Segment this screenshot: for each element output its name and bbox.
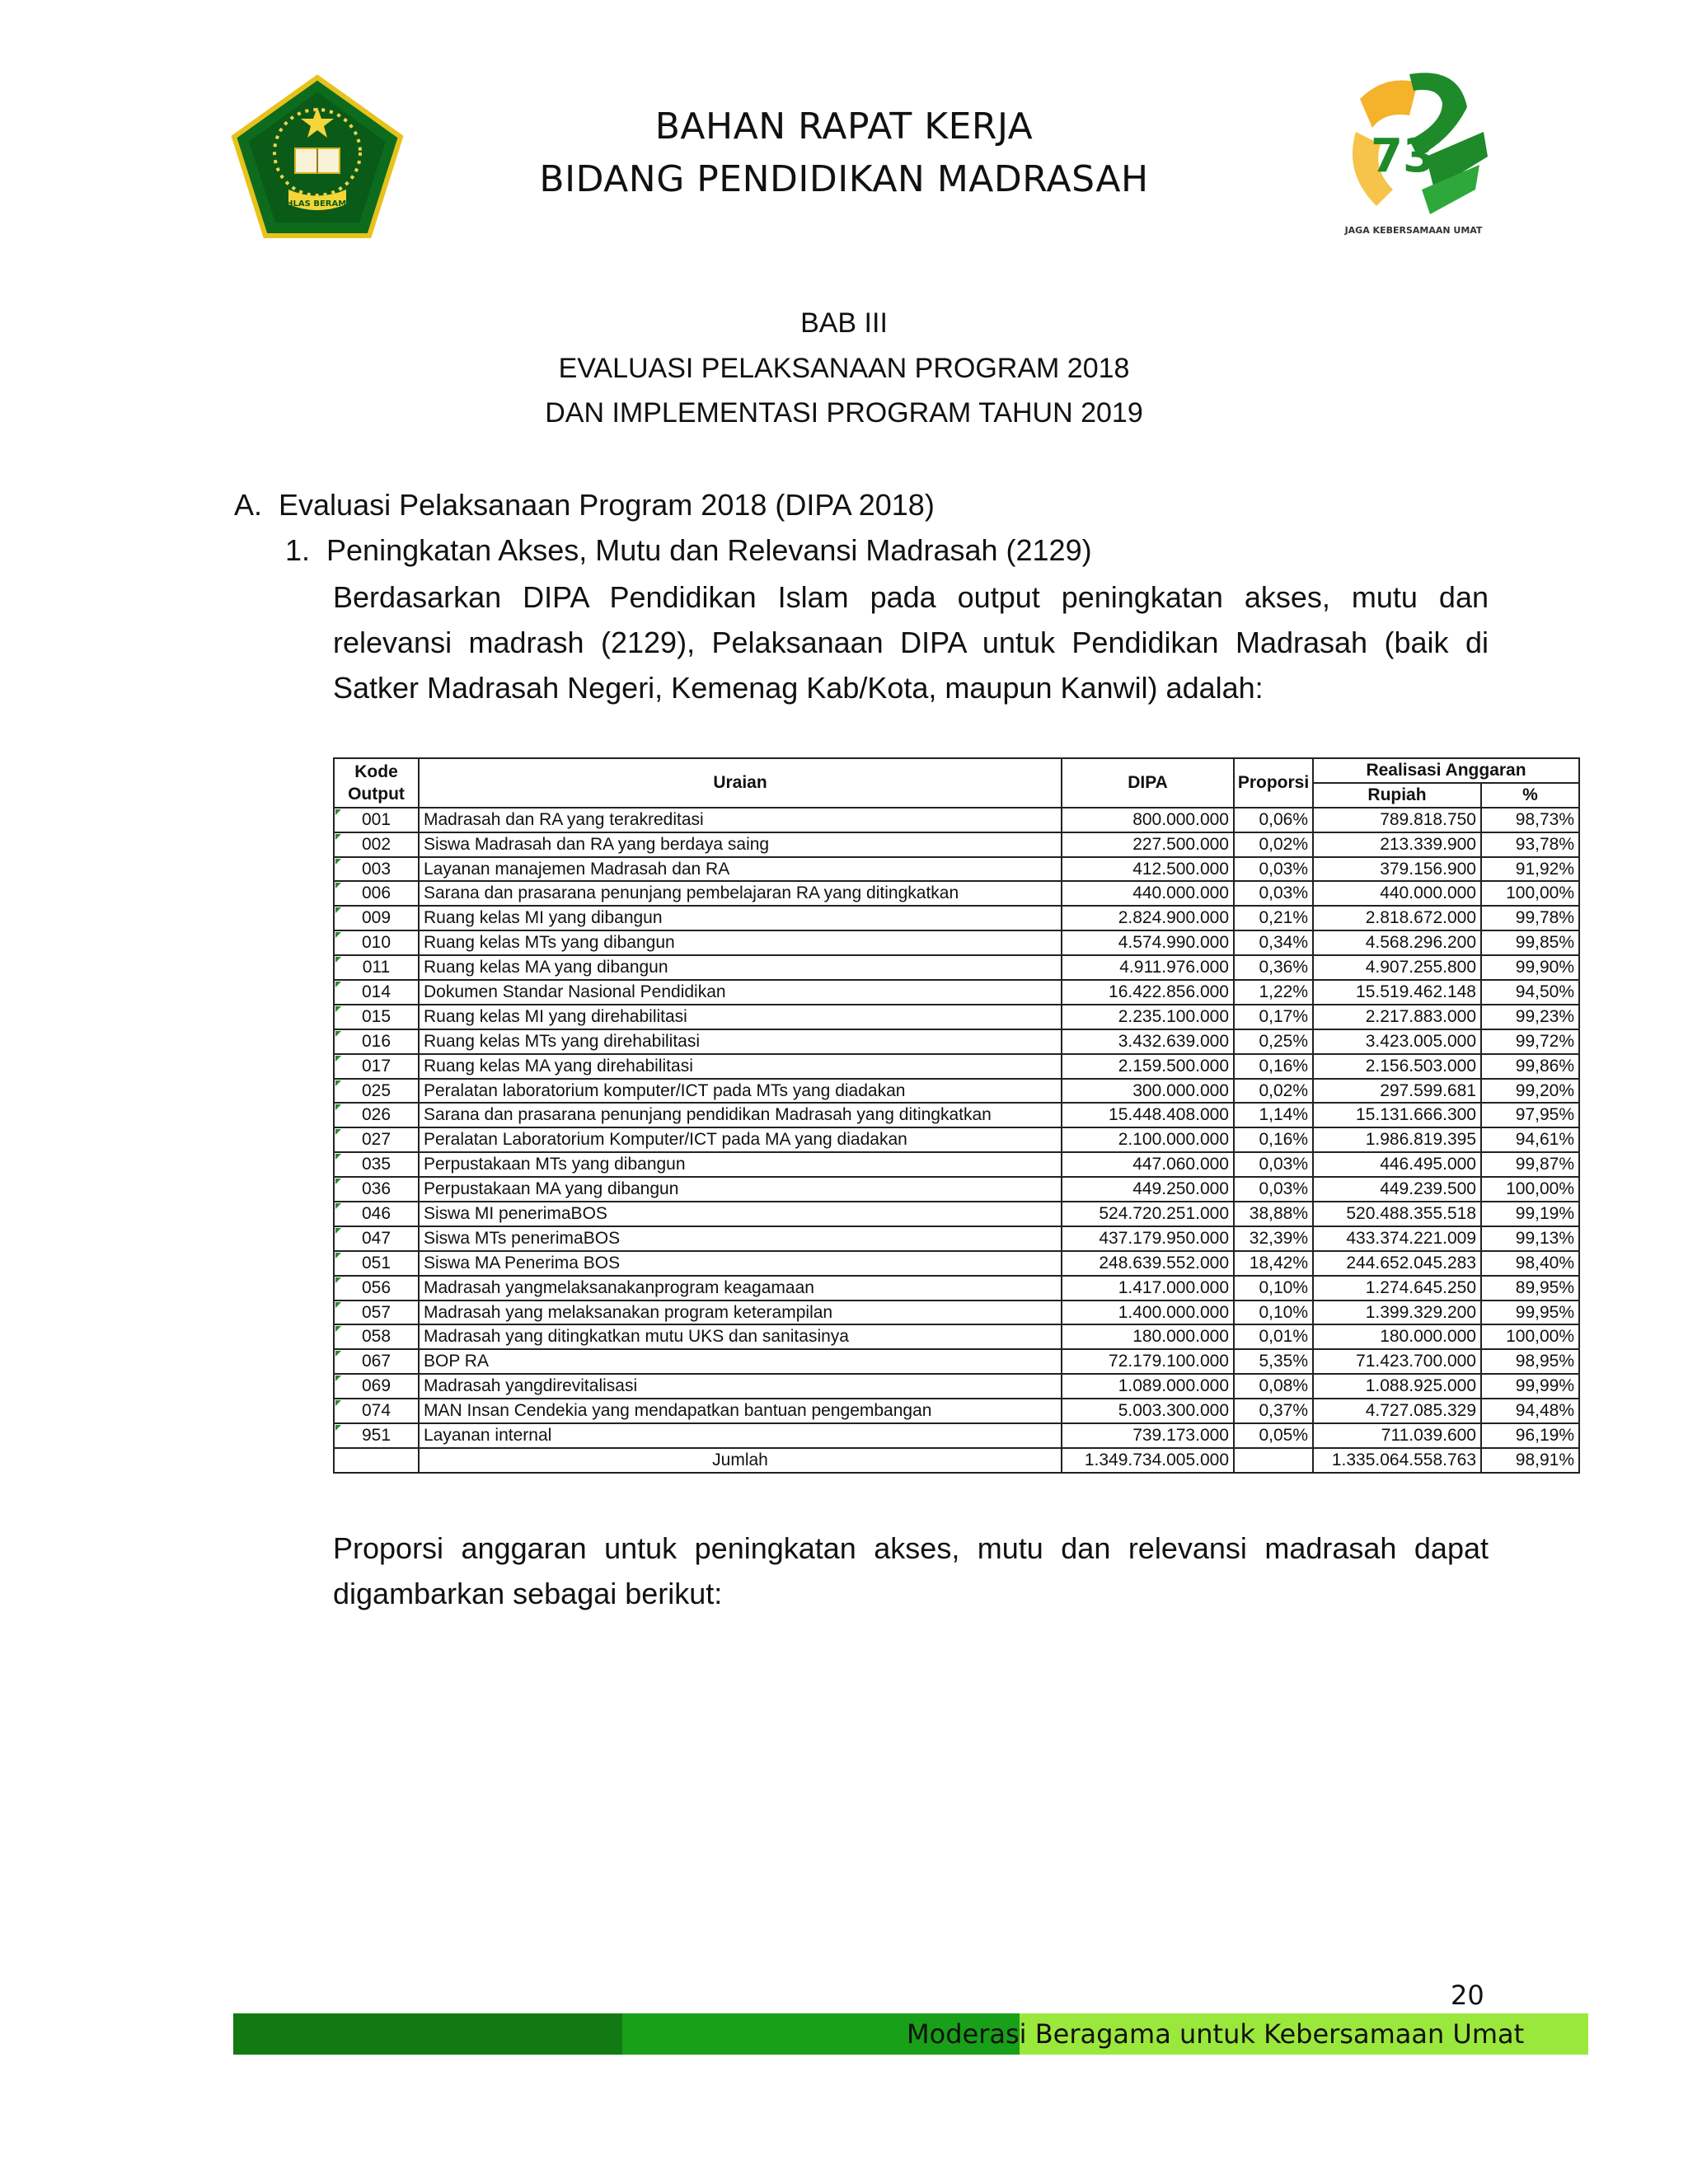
cell-persen: 99,85% <box>1481 930 1579 955</box>
cell-rupiah: 180.000.000 <box>1313 1324 1481 1349</box>
cell-uraian: Perpustakaan MTs yang dibangun <box>419 1152 1062 1177</box>
cell-total-proporsi <box>1234 1448 1313 1473</box>
cell-rupiah: 213.339.900 <box>1313 832 1481 857</box>
table-row <box>334 1276 1579 1301</box>
cell-persen: 99,95% <box>1481 1301 1579 1325</box>
table-row <box>334 832 1579 857</box>
table-row <box>334 1005 1579 1029</box>
cell-proporsi: 0,08% <box>1234 1374 1313 1399</box>
header-realisasi-anggaran: Realisasi Anggaran <box>1313 758 1579 783</box>
cell-rupiah: 2.217.883.000 <box>1313 1005 1481 1029</box>
cell-kode: 009 <box>334 906 419 930</box>
cell-persen: 100,00% <box>1481 1324 1579 1349</box>
cell-uraian: Madrasah yang melaksanakan program keterampilan <box>419 1301 1062 1325</box>
table-row <box>334 1202 1579 1226</box>
cell-rupiah: 71.423.700.000 <box>1313 1349 1481 1374</box>
table-row <box>334 1374 1579 1399</box>
cell-total-label: Jumlah <box>419 1448 1062 1473</box>
cell-uraian: Sarana dan prasarana penunjang pembelajaran RA yang ditingkatkan <box>419 881 1062 906</box>
cell-uraian: Ruang kelas MTs yang dibangun <box>419 930 1062 955</box>
cell-proporsi: 38,88% <box>1234 1202 1313 1226</box>
cell-rupiah: 433.374.221.009 <box>1313 1226 1481 1251</box>
table-row <box>334 1054 1579 1079</box>
cell-proporsi: 0,02% <box>1234 1079 1313 1104</box>
cell-dipa: 2.100.000.000 <box>1062 1127 1234 1152</box>
cell-uraian: Madrasah yangdirevitalisasi <box>419 1374 1062 1399</box>
table-row <box>334 1079 1579 1104</box>
cell-kode: 047 <box>334 1226 419 1251</box>
cell-proporsi: 0,05% <box>1234 1423 1313 1448</box>
cell-kode: 056 <box>334 1276 419 1301</box>
sub-section-heading: 1. Peningkatan Akses, Mutu dan Relevansi Madrasah (2129) <box>285 533 1092 567</box>
cell-persen: 94,48% <box>1481 1399 1579 1423</box>
cell-kode: 016 <box>334 1029 419 1054</box>
intro-paragraph: Berdasarkan DIPA Pendidikan Islam pada output peningkatan akses, mutu dan relevansi madrash (2129), Pelaksanaan DIPA untuk Pendidikan Madrasah (baik di Satker Madrasah Negeri, Kemenag Kab/Kota, maupun Kanwil) adalah: <box>333 580 1489 705</box>
cell-kode: 001 <box>334 808 419 832</box>
cell-kode: 057 <box>334 1301 419 1325</box>
cell-persen: 97,95% <box>1481 1103 1579 1127</box>
header-kode-output: Kode Output <box>334 758 419 808</box>
logo-right-tagline: JAGA KEBERSAMAAN UMAT <box>1344 225 1483 236</box>
cell-persen: 93,78% <box>1481 832 1579 857</box>
table-row <box>334 857 1579 882</box>
cell-rupiah: 449.239.500 <box>1313 1177 1481 1202</box>
cell-uraian: Madrasah yangmelaksanakanprogram keagamaan <box>419 1276 1062 1301</box>
cell-persen: 98,73% <box>1481 808 1579 832</box>
cell-uraian: Ruang kelas MI yang dibangun <box>419 906 1062 930</box>
cell-proporsi: 18,42% <box>1234 1251 1313 1276</box>
table-body <box>334 808 1579 1473</box>
cell-uraian: Madrasah dan RA yang terakreditasi <box>419 808 1062 832</box>
table-row <box>334 808 1579 832</box>
cell-dipa: 440.000.000 <box>1062 881 1234 906</box>
cell-rupiah: 297.599.681 <box>1313 1079 1481 1104</box>
cell-persen: 94,50% <box>1481 980 1579 1005</box>
cell-dipa: 800.000.000 <box>1062 808 1234 832</box>
cell-kode: 046 <box>334 1202 419 1226</box>
kemenag-logo <box>231 74 404 239</box>
cell-rupiah: 4.727.085.329 <box>1313 1399 1481 1423</box>
cell-dipa: 180.000.000 <box>1062 1324 1234 1349</box>
cell-kode: 074 <box>334 1399 419 1423</box>
cell-kode: 003 <box>334 857 419 882</box>
cell-dipa: 300.000.000 <box>1062 1079 1234 1104</box>
cell-uraian: Ruang kelas MA yang direhabilitasi <box>419 1054 1062 1079</box>
cell-rupiah: 1.088.925.000 <box>1313 1374 1481 1399</box>
header-uraian: Uraian <box>419 758 1062 808</box>
header-rupiah: Rupiah <box>1313 783 1481 808</box>
table-row <box>334 881 1579 906</box>
cell-persen: 99,19% <box>1481 1202 1579 1226</box>
cell-dipa: 248.639.552.000 <box>1062 1251 1234 1276</box>
cell-uraian: MAN Insan Cendekia yang mendapatkan bantuan pengembangan <box>419 1399 1062 1423</box>
cell-kode: 015 <box>334 1005 419 1029</box>
cell-dipa: 739.173.000 <box>1062 1423 1234 1448</box>
table-row <box>334 1399 1579 1423</box>
cell-rupiah: 2.156.503.000 <box>1313 1054 1481 1079</box>
cell-kode: 011 <box>334 955 419 980</box>
cell-proporsi: 0,01% <box>1234 1324 1313 1349</box>
footer-bar-dark <box>233 2013 622 2055</box>
table-row <box>334 1251 1579 1276</box>
section-heading: A. Evaluasi Pelaksanaan Program 2018 (DIPA 2018) <box>234 488 935 522</box>
cell-rupiah: 711.039.600 <box>1313 1423 1481 1448</box>
table-row <box>334 1226 1579 1251</box>
cell-dipa: 1.089.000.000 <box>1062 1374 1234 1399</box>
cell-persen: 99,23% <box>1481 1005 1579 1029</box>
cell-rupiah: 15.131.666.300 <box>1313 1103 1481 1127</box>
chapter-title-line2: DAN IMPLEMENTASI PROGRAM TAHUN 2019 <box>545 397 1143 429</box>
cell-proporsi: 0,10% <box>1234 1301 1313 1325</box>
cell-uraian: Siswa Madrasah dan RA yang berdaya saing <box>419 832 1062 857</box>
cell-rupiah: 440.000.000 <box>1313 881 1481 906</box>
cell-kode: 010 <box>334 930 419 955</box>
table-row <box>334 906 1579 930</box>
cell-proporsi: 0,17% <box>1234 1005 1313 1029</box>
cell-total-rupiah: 1.335.064.558.763 <box>1313 1448 1481 1473</box>
cell-dipa: 72.179.100.000 <box>1062 1349 1234 1374</box>
cell-rupiah: 4.568.296.200 <box>1313 930 1481 955</box>
cell-persen: 99,87% <box>1481 1152 1579 1177</box>
cell-proporsi: 0,03% <box>1234 881 1313 906</box>
cell-persen: 99,86% <box>1481 1054 1579 1079</box>
closing-paragraph: Proporsi anggaran untuk peningkatan akses, mutu dan relevansi madrasah dapat digambarkan sebagai berikut: <box>333 1531 1489 1610</box>
cell-proporsi: 0,16% <box>1234 1054 1313 1079</box>
cell-persen: 99,13% <box>1481 1226 1579 1251</box>
cell-persen: 94,61% <box>1481 1127 1579 1152</box>
table-row <box>334 1423 1579 1448</box>
cell-rupiah: 379.156.900 <box>1313 857 1481 882</box>
cell-rupiah: 446.495.000 <box>1313 1152 1481 1177</box>
cell-proporsi: 0,25% <box>1234 1029 1313 1054</box>
cell-dipa: 1.400.000.000 <box>1062 1301 1234 1325</box>
cell-kode: 006 <box>334 881 419 906</box>
table-row <box>334 1127 1579 1152</box>
table-row <box>334 980 1579 1005</box>
cell-proporsi: 0,03% <box>1234 1177 1313 1202</box>
cell-dipa: 1.417.000.000 <box>1062 1276 1234 1301</box>
cell-uraian: Perpustakaan MA yang dibangun <box>419 1177 1062 1202</box>
header-proporsi: Proporsi <box>1234 758 1313 808</box>
table-row <box>334 1152 1579 1177</box>
hab-73-logo <box>1327 66 1500 239</box>
cell-dipa: 2.235.100.000 <box>1062 1005 1234 1029</box>
cell-rupiah: 244.652.045.283 <box>1313 1251 1481 1276</box>
cell-persen: 99,72% <box>1481 1029 1579 1054</box>
cell-dipa: 2.824.900.000 <box>1062 906 1234 930</box>
cell-rupiah: 520.488.355.518 <box>1313 1202 1481 1226</box>
header-title-line2: BIDANG PENDIDIKAN MADRASAH <box>539 158 1149 200</box>
cell-proporsi: 0,34% <box>1234 930 1313 955</box>
cell-uraian: Siswa MA Penerima BOS <box>419 1251 1062 1276</box>
cell-uraian: Ruang kelas MA yang dibangun <box>419 955 1062 980</box>
cell-total-dipa: 1.349.734.005.000 <box>1062 1448 1234 1473</box>
cell-dipa: 447.060.000 <box>1062 1152 1234 1177</box>
cell-uraian: Layanan manajemen Madrasah dan RA <box>419 857 1062 882</box>
cell-persen: 100,00% <box>1481 881 1579 906</box>
cell-kode: 026 <box>334 1103 419 1127</box>
cell-uraian: Layanan internal <box>419 1423 1062 1448</box>
cell-uraian: Madrasah yang ditingkatkan mutu UKS dan sanitasinya <box>419 1324 1062 1349</box>
cell-rupiah: 2.818.672.000 <box>1313 906 1481 930</box>
cell-dipa: 5.003.300.000 <box>1062 1399 1234 1423</box>
cell-dipa: 16.422.856.000 <box>1062 980 1234 1005</box>
cell-proporsi: 0,03% <box>1234 1152 1313 1177</box>
cell-dipa: 3.432.639.000 <box>1062 1029 1234 1054</box>
cell-rupiah: 1.986.819.395 <box>1313 1127 1481 1152</box>
cell-persen: 99,78% <box>1481 906 1579 930</box>
cell-persen: 91,92% <box>1481 857 1579 882</box>
cell-kode: 036 <box>334 1177 419 1202</box>
cell-proporsi: 0,16% <box>1234 1127 1313 1152</box>
header-persen: % <box>1481 783 1579 808</box>
cell-uraian: Siswa MI penerimaBOS <box>419 1202 1062 1226</box>
cell-uraian: Dokumen Standar Nasional Pendidikan <box>419 980 1062 1005</box>
cell-persen: 99,99% <box>1481 1374 1579 1399</box>
footer-tagline: Moderasi Beragama untuk Kebersamaan Umat <box>907 2018 1525 2050</box>
table-row <box>334 1103 1579 1127</box>
cell-proporsi: 0,36% <box>1234 955 1313 980</box>
cell-uraian: Ruang kelas MTs yang direhabilitasi <box>419 1029 1062 1054</box>
cell-kode: 017 <box>334 1054 419 1079</box>
table-total-row <box>334 1448 1579 1473</box>
logo-right-number: 73 <box>1371 129 1435 183</box>
table-row <box>334 1029 1579 1054</box>
cell-persen: 98,95% <box>1481 1349 1579 1374</box>
cell-proporsi: 0,21% <box>1234 906 1313 930</box>
cell-kode: 025 <box>334 1079 419 1104</box>
cell-rupiah: 789.818.750 <box>1313 808 1481 832</box>
page-number: 20 <box>1451 1980 1484 2011</box>
cell-proporsi: 0,37% <box>1234 1399 1313 1423</box>
cell-uraian: Sarana dan prasarana penunjang pendidikan Madrasah yang ditingkatkan <box>419 1103 1062 1127</box>
cell-total-persen: 98,91% <box>1481 1448 1579 1473</box>
cell-proporsi: 0,10% <box>1234 1276 1313 1301</box>
cell-dipa: 15.448.408.000 <box>1062 1103 1234 1127</box>
table-row <box>334 1301 1579 1325</box>
cell-rupiah: 15.519.462.148 <box>1313 980 1481 1005</box>
cell-dipa: 524.720.251.000 <box>1062 1202 1234 1226</box>
cell-kode: 035 <box>334 1152 419 1177</box>
cell-proporsi: 1,14% <box>1234 1103 1313 1127</box>
cell-proporsi: 0,03% <box>1234 857 1313 882</box>
cell-proporsi: 5,35% <box>1234 1349 1313 1374</box>
cell-dipa: 412.500.000 <box>1062 857 1234 882</box>
table-row <box>334 1349 1579 1374</box>
cell-uraian: Peralatan Laboratorium Komputer/ICT pada MA yang diadakan <box>419 1127 1062 1152</box>
logo-left-text: IKHLAS BERAMAL <box>276 199 359 209</box>
cell-uraian: BOP RA <box>419 1349 1062 1374</box>
cell-dipa: 437.179.950.000 <box>1062 1226 1234 1251</box>
cell-kode: 014 <box>334 980 419 1005</box>
header-dipa: DIPA <box>1062 758 1234 808</box>
table-row <box>334 1177 1579 1202</box>
cell-kode: 002 <box>334 832 419 857</box>
cell-persen: 99,90% <box>1481 955 1579 980</box>
cell-kode: 058 <box>334 1324 419 1349</box>
cell-uraian: Ruang kelas MI yang direhabilitasi <box>419 1005 1062 1029</box>
cell-persen: 100,00% <box>1481 1177 1579 1202</box>
cell-rupiah: 3.423.005.000 <box>1313 1029 1481 1054</box>
cell-rupiah: 1.399.329.200 <box>1313 1301 1481 1325</box>
cell-dipa: 2.159.500.000 <box>1062 1054 1234 1079</box>
cell-proporsi: 0,06% <box>1234 808 1313 832</box>
table-row <box>334 1324 1579 1349</box>
cell-kode: 027 <box>334 1127 419 1152</box>
cell-uraian: Siswa MTs penerimaBOS <box>419 1226 1062 1251</box>
budget-realization-table <box>333 757 1580 1474</box>
cell-total-blank <box>334 1448 419 1473</box>
cell-rupiah: 1.274.645.250 <box>1313 1276 1481 1301</box>
cell-persen: 98,40% <box>1481 1251 1579 1276</box>
chapter-title-line1: EVALUASI PELAKSANAAN PROGRAM 2018 <box>558 353 1130 384</box>
cell-dipa: 449.250.000 <box>1062 1177 1234 1202</box>
chapter-number: BAB III <box>800 307 888 339</box>
cell-dipa: 4.574.990.000 <box>1062 930 1234 955</box>
cell-kode: 069 <box>334 1374 419 1399</box>
cell-persen: 89,95% <box>1481 1276 1579 1301</box>
cell-dipa: 227.500.000 <box>1062 832 1234 857</box>
cell-persen: 96,19% <box>1481 1423 1579 1448</box>
table-row <box>334 955 1579 980</box>
cell-proporsi: 1,22% <box>1234 980 1313 1005</box>
cell-kode: 951 <box>334 1423 419 1448</box>
cell-persen: 99,20% <box>1481 1079 1579 1104</box>
cell-uraian: Peralatan laboratorium komputer/ICT pada MTs yang diadakan <box>419 1079 1062 1104</box>
cell-rupiah: 4.907.255.800 <box>1313 955 1481 980</box>
cell-dipa: 4.911.976.000 <box>1062 955 1234 980</box>
cell-kode: 051 <box>334 1251 419 1276</box>
cell-proporsi: 32,39% <box>1234 1226 1313 1251</box>
cell-kode: 067 <box>334 1349 419 1374</box>
table-row <box>334 930 1579 955</box>
cell-proporsi: 0,02% <box>1234 832 1313 857</box>
header-title-line1: BAHAN RAPAT KERJA <box>654 105 1034 148</box>
